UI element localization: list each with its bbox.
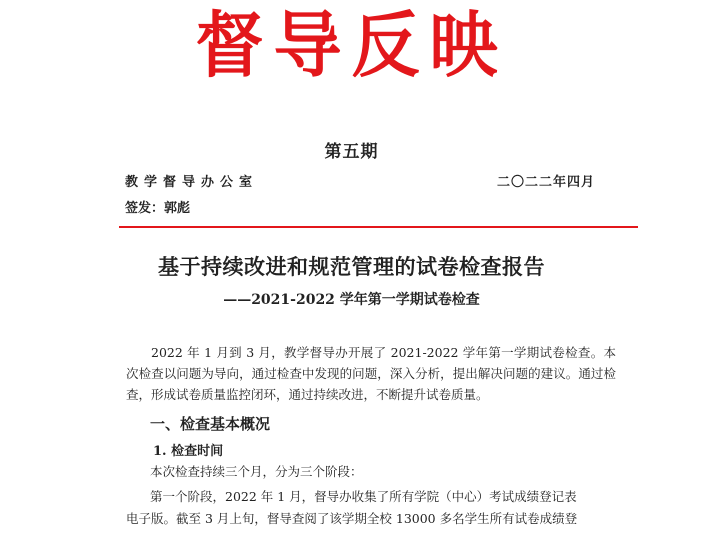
report-title: 基于持续改进和规范管理的试卷检查报告 bbox=[158, 254, 545, 279]
report-subtitle: ——2021-2022 学年第一学期试卷检查 bbox=[223, 292, 480, 308]
body-line: 电子版。截至 3 月上旬，督导查阅了该学期全校 13000 多名学生所有试卷成绩登 bbox=[126, 511, 578, 526]
red-divider bbox=[119, 226, 638, 228]
subsection-heading: 1. 检查时间 bbox=[153, 444, 224, 459]
issuing-office: 教学督导办公室 bbox=[125, 175, 259, 190]
intro-paragraph: 2022 年 1 月到 3 月，教学督导办开展了 2021-2022 学年第一学期试卷检查。本次检查以问题为导向，通过检查中发现的问题，深入分析，提出解决问题的建议。通过检查，形成试卷质量监控闭环，通过持续改进，不断提升试卷质量。 bbox=[126, 345, 616, 402]
body-line: 本次检查持续三个月，分为三个阶段： bbox=[150, 464, 363, 479]
signer: 签发：郭彪 bbox=[125, 201, 191, 216]
masthead-title: 督导反映 bbox=[195, 4, 508, 89]
issue-date: 二〇二二年四月 bbox=[497, 175, 596, 190]
issue-number: 第五期 bbox=[324, 142, 379, 162]
section-heading: 一、检查基本概况 bbox=[150, 415, 271, 433]
body-line: 第一个阶段，2022 年 1 月，督导办收集了所有学院（中心）考试成绩登记表 bbox=[150, 489, 577, 504]
